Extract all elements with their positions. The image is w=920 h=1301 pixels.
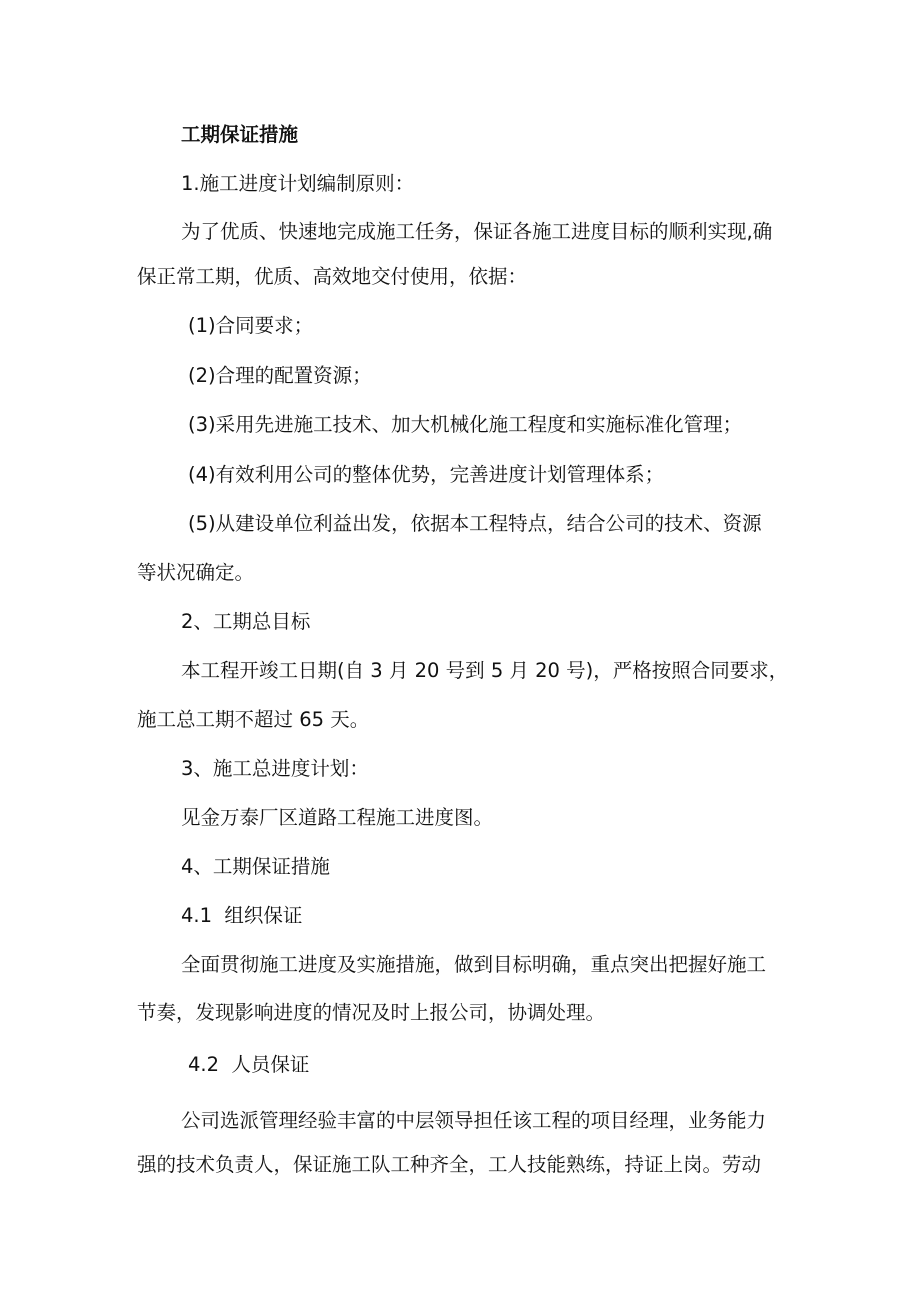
section1-heading: 1.施工进度计划编制原则： — [181, 172, 415, 195]
section3-heading: 3、施工总进度计划： — [181, 757, 369, 780]
section2-heading: 2、工期总目标 — [181, 610, 311, 633]
section4-2-line-2: 强的技术负责人，保证施工队工种齐全，工人技能熟练，持证上岗。劳动 — [137, 1153, 762, 1176]
section1-item-1: (1)合同要求； — [188, 314, 314, 337]
document-title: 工期保证措施 — [181, 123, 299, 146]
section2-line-1: 本工程开竣工日期(自 3 月 20 号到 5 月 20 号)，严格按照合同要求， — [181, 659, 789, 682]
section4-1-heading: 4.1 组织保证 — [181, 904, 303, 927]
section4-2-heading: 4.2 人员保证 — [188, 1053, 310, 1076]
section1-intro-line-2: 保正常工期，优质、高效地交付使用，依据： — [137, 265, 528, 288]
section4-2-line-1: 公司选派管理经验丰富的中层领导担任该工程的项目经理，业务能力 — [181, 1109, 767, 1132]
section1-item-5-line-1: (5)从建设单位利益出发，依据本工程特点，结合公司的技术、资源 — [188, 512, 762, 535]
section4-1-line-1: 全面贯彻施工进度及实施措施，做到目标明确，重点突出把握好施工 — [181, 953, 767, 976]
section4-heading: 4、工期保证措施 — [181, 855, 330, 878]
section1-item-4: (4)有效利用公司的整体优势，完善进度计划管理体系； — [188, 463, 665, 486]
section1-intro-line-1: 为了优质、快速地完成施工任务，保证各施工进度目标的顺利实现,确 — [181, 220, 773, 243]
section3-text: 见金万泰厂区道路工程施工进度图。 — [181, 806, 494, 829]
section1-item-3: (3)采用先进施工技术、加大机械化施工程度和实施标准化管理； — [188, 413, 743, 436]
section1-item-5-line-2: 等状况确定。 — [137, 561, 255, 584]
section2-line-2: 施工总工期不超过 65 天。 — [137, 708, 370, 731]
section4-1-line-2: 节奏，发现影响进度的情况及时上报公司，协调处理。 — [137, 1001, 606, 1024]
section1-item-2: (2)合理的配置资源； — [188, 364, 372, 387]
